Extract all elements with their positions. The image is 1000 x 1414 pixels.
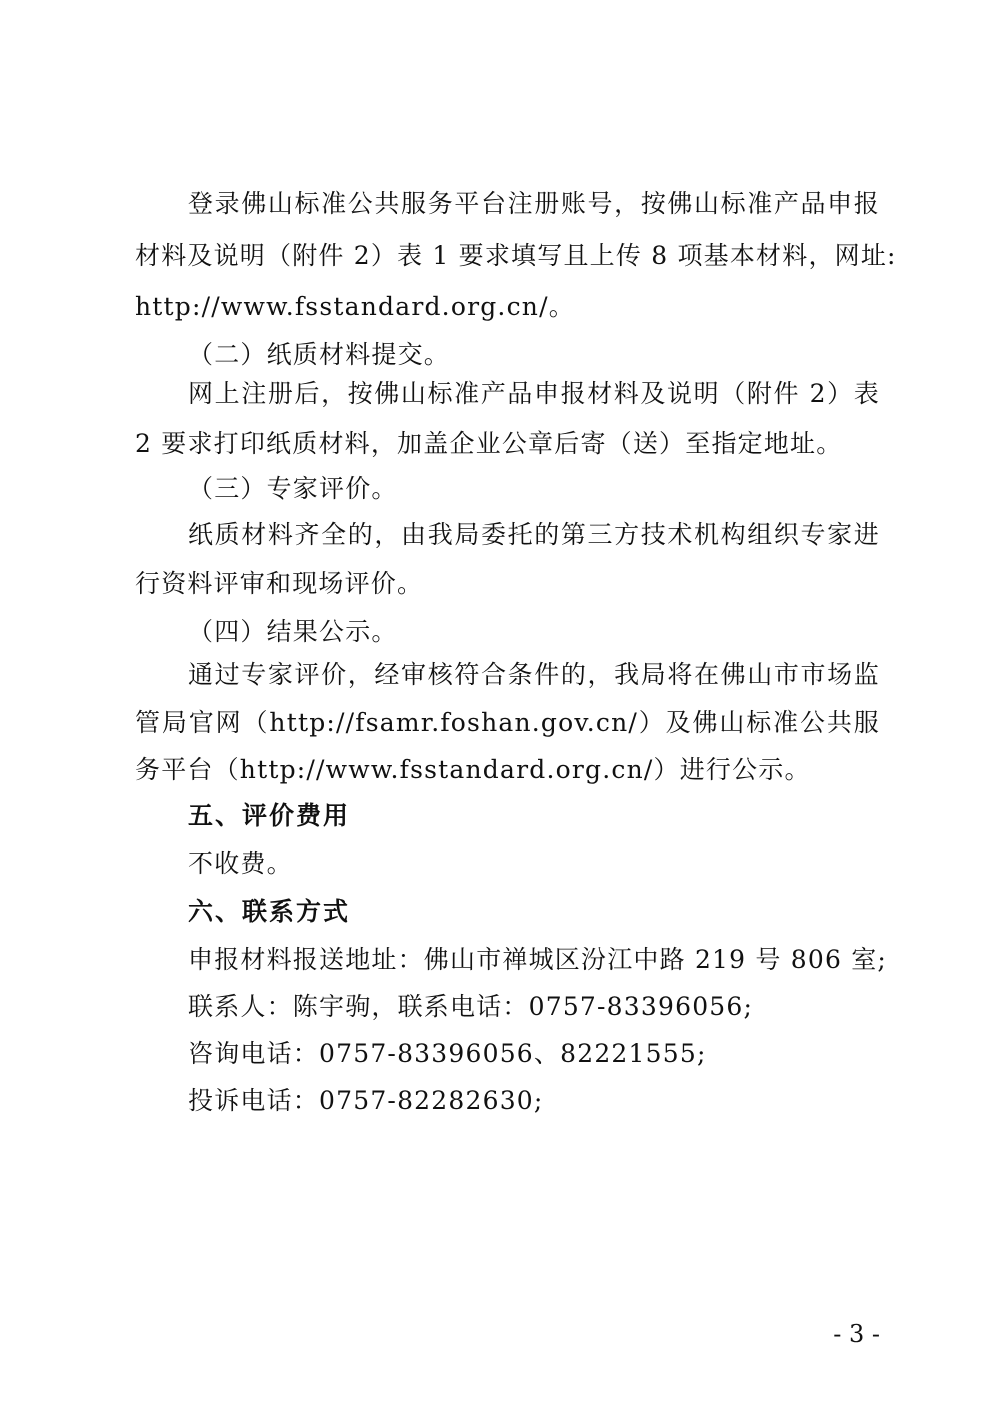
subsection-heading: （四）结果公示。 (188, 617, 398, 646)
section-heading: 五、评价费用 (188, 801, 351, 830)
paragraph-line: 材料及说明（附件 2）表 1 要求填写且上传 8 项基本材料，网址: (135, 241, 897, 270)
subsection-heading: （三）专家评价。 (188, 474, 398, 503)
paragraph-line: 网上注册后，按佛山标准产品申报材料及说明（附件 2）表 (188, 379, 880, 408)
contact-person-line: 联系人：陈宇驹，联系电话：0757-83396056; (188, 992, 754, 1021)
paragraph-line: 管局官网（http://fsamr.foshan.gov.cn/）及佛山标准公共服 (135, 708, 880, 737)
paragraph-line: 务平台（http://www.fsstandard.org.cn/）进行公示。 (135, 755, 811, 784)
paragraph-line: 纸质材料齐全的，由我局委托的第三方技术机构组织专家进 (188, 520, 880, 549)
paragraph-line: 2 要求打印纸质材料，加盖企业公章后寄（送）至指定地址。 (135, 429, 843, 458)
complaint-phone-line: 投诉电话：0757-82282630; (188, 1086, 544, 1115)
contact-address-line: 申报材料报送地址：佛山市禅城区汾江中路 219 号 806 室; (188, 945, 888, 974)
section-heading: 六、联系方式 (188, 897, 351, 926)
paragraph-line: 不收费。 (188, 849, 293, 878)
paragraph-line: 登录佛山标准公共服务平台注册账号，按佛山标准产品申报 (188, 189, 880, 218)
paragraph-line: http://www.fsstandard.org.cn/。 (135, 292, 575, 321)
paragraph-line: 通过专家评价，经审核符合条件的，我局将在佛山市市场监 (188, 660, 880, 689)
inquiry-phone-line: 咨询电话：0757-83396056、82221555; (188, 1039, 707, 1068)
subsection-heading: （二）纸质材料提交。 (188, 340, 451, 369)
paragraph-line: 行资料评审和现场评价。 (135, 569, 424, 598)
page-number: - 3 - (833, 1320, 880, 1348)
